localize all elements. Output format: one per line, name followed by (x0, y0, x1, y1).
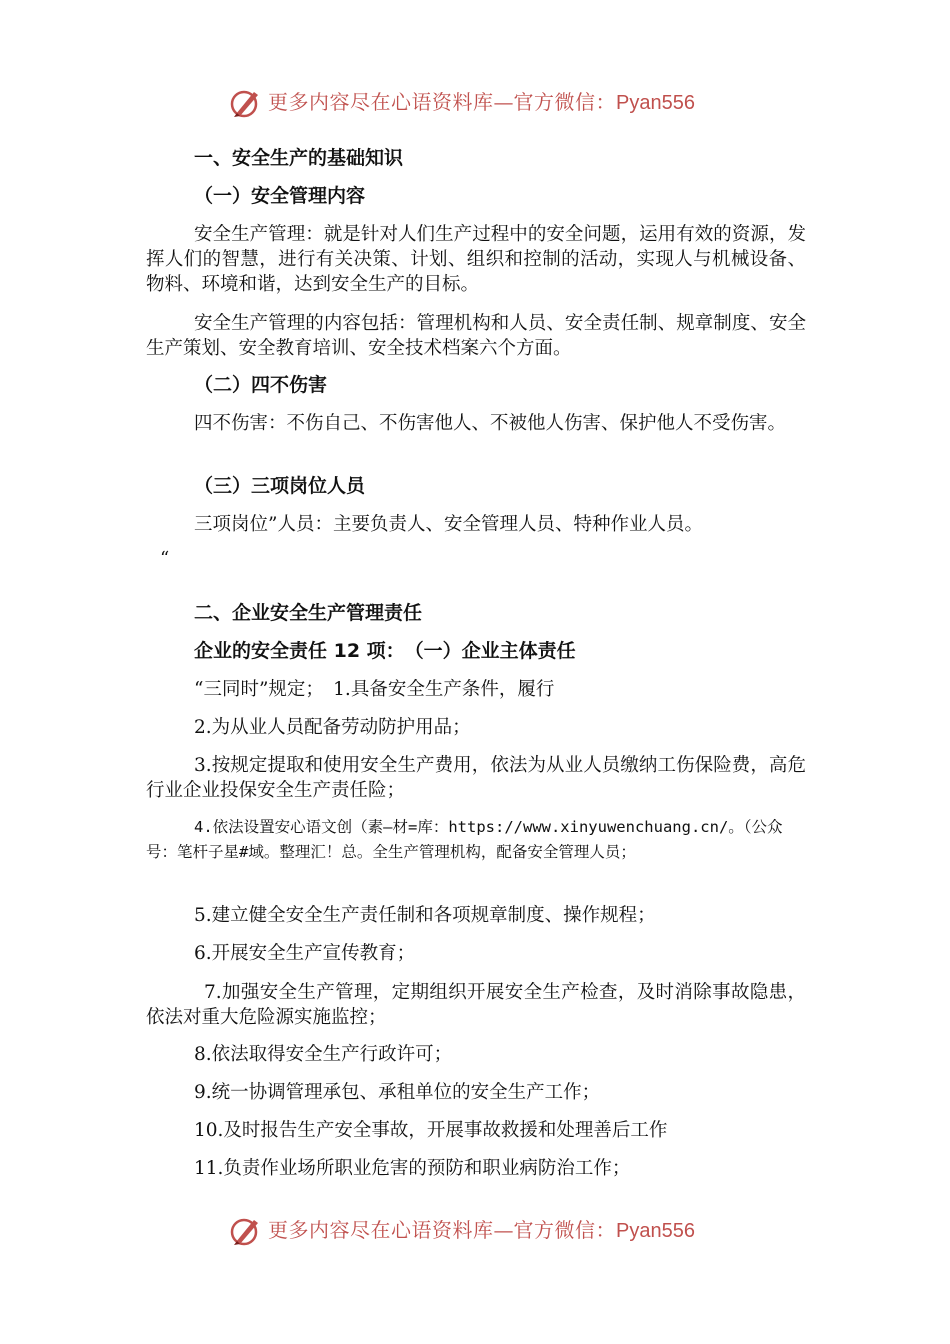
banner-text-wx: 官方微信： (513, 90, 616, 114)
banner-dash: — (493, 90, 514, 114)
section1-sub1-p2: 安全生产管理的内容包括：管理机构和人员、安全责任制、规章制度、安全生产策划、安全教育培训、安全技术档案六个方面。 (146, 313, 806, 359)
list-item: 3.按规定提取和使用安全生产费用，依法为从业人员缴纳工伤保险费，高危行业企业投保安全生产责任险； (146, 755, 806, 801)
banner-text (268, 1216, 695, 1245)
stray-quote-mark: “ (160, 548, 170, 569)
pen-logo-icon (228, 86, 262, 120)
pen-logo-icon (228, 1214, 262, 1248)
banner-wx-id: Pyan556 (616, 1220, 695, 1242)
banner-dash: — (493, 1218, 514, 1242)
section1-sub2-title: （二）四不伤害 (194, 374, 328, 396)
banner-text-cn: 更多内容尽在心语资料库 (268, 1218, 494, 1242)
header-banner (0, 82, 950, 126)
list-item: “三同时”规定； 1.具备安全生产条件，履行 (194, 679, 555, 700)
list-item: 7.加强安全生产管理，定期组织开展安全生产检查，及时消除事故隐患，依法对重大危险源实施监控； (146, 982, 806, 1028)
section1-sub3-p1: 三项岗位”人员：主要负责人、安全管理人员、特种作业人员。 (194, 514, 703, 535)
list-item: 8.依法取得安全生产行政许可； (194, 1044, 453, 1065)
section1-sub1-p1: 安全生产管理：就是针对人们生产过程中的安全问题，运用有效的资源，发挥人们的智慧，进行有关决策、计划、组织和控制的活动，实现人与机械设备、物料、环境和谐，达到安全生产的目标。 (146, 224, 806, 295)
list-item: 11.负责作业场所职业危害的预防和职业病防治工作； (194, 1158, 631, 1179)
section2-intro: 企业的安全责任 12 项： （一）企业主体责任 (194, 640, 576, 662)
footer-banner (0, 1210, 950, 1254)
section1-sub1-title: （一）安全管理内容 (194, 185, 366, 207)
banner-text (268, 88, 695, 117)
banner-wx-id: Pyan556 (616, 92, 695, 114)
banner-text-wx: 官方微信： (513, 1218, 616, 1242)
section1-sub2-p1: 四不伤害：不伤自己、不伤害他人、不被他人伤害、保护他人不受伤害。 (194, 413, 787, 434)
list-item: 10.及时报告生产安全事故，开展事故救援和处理善后工作 (194, 1120, 668, 1141)
section1-sub3-title: （三）三项岗位人员 (194, 475, 366, 497)
section2-title: 二、企业安全生产管理责任 (194, 602, 423, 624)
list-item: 9.统一协调管理承包、承租单位的安全生产工作； (194, 1082, 601, 1103)
list-item: 5.建立健全安全生产责任制和各项规章制度、操作规程； (194, 905, 656, 926)
list-item: 2.为从业人员配备劳动防护用品； (194, 717, 471, 738)
list-item: 4.依法设置安心语文创（素—材=库：https://www.xinyuwenchuang.cn/。（公众号：笔杆子星#域。整理汇！总。全生产管理机构，配备安全管理人员； (146, 818, 783, 861)
banner-text-cn: 更多内容尽在心语资料库 (268, 90, 494, 114)
list-item: 6.开展安全生产宣传教育； (194, 943, 416, 964)
section1-title: 一、安全生产的基础知识 (194, 147, 404, 169)
